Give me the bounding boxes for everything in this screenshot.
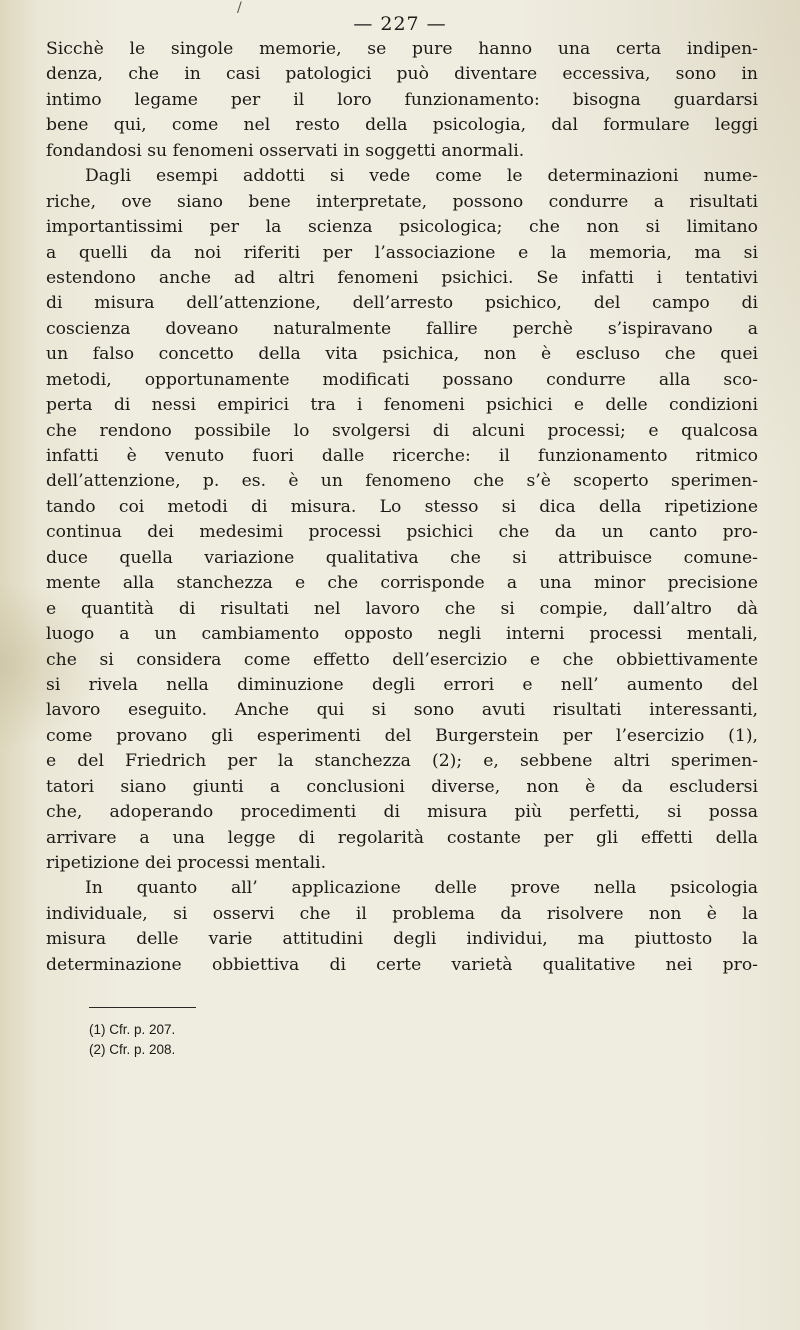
text-line: di misura dell’attenzione, dell’arresto psichico, del campo di	[46, 293, 758, 314]
text-line: misura delle varie attitudini degli individui, ma piuttosto la	[46, 929, 758, 950]
text-line: a quelli da noi riferiti per l’associazione e la memoria, ma si	[46, 242, 758, 263]
footnotes	[89, 1020, 175, 1060]
text-line: In quanto all’ applicazione delle prove nella psicologia	[85, 878, 758, 899]
text-line: un falso concetto della vita psichica, non è escluso che quei	[46, 344, 758, 365]
footnote-divider	[89, 1007, 196, 1008]
text-line: importantissimi per la scienza psicologica; che non si limitano	[46, 217, 758, 238]
text-line: fondandosi su fenomeni osservati in soggetti anormali.	[46, 140, 525, 161]
stray-mark: /	[237, 0, 242, 16]
page-number: — 227 —	[353, 13, 447, 35]
text-line: che, adoperando procedimenti di misura più perfetti, si possa	[46, 802, 758, 823]
text-line: dell’attenzione, p. es. è un fenomeno che s’è scoperto sperimen-	[46, 471, 758, 492]
text-line: arrivare a una legge di regolarità costante per gli effetti della	[46, 827, 758, 848]
text-line: mente alla stanchezza e che corrisponde a una minor precisione	[46, 573, 758, 594]
text-line: determinazione obbiettiva di certe varietà qualitative nei pro-	[46, 954, 758, 975]
text-line: bene qui, come nel resto della psicologia, dal formulare leggi	[46, 115, 758, 136]
text-line: luogo a un cambiamento opposto negli interni processi mentali,	[46, 624, 758, 645]
text-line: metodi, opportunamente modificati possano condurre alla sco-	[46, 369, 758, 390]
text-line: continua dei medesimi processi psichici che da un canto pro-	[46, 522, 758, 543]
text-line: si rivela nella diminuzione degli errori e nell’ aumento del	[46, 674, 758, 695]
text-line: lavoro eseguito. Anche qui si sono avuti risultati interessanti,	[46, 700, 758, 721]
text-line: tando coi metodi di misura. Lo stesso si dica della ripetizione	[46, 496, 758, 517]
text-line: estendono anche ad altri fenomeni psichici. Se infatti i tentativi	[46, 267, 758, 288]
text-line: che rendono possibile lo svolgersi di alcuni processi; e qualcosa	[46, 420, 758, 441]
text-line: Sicchè le singole memorie, se pure hanno una certa indipen-	[46, 39, 758, 59]
footnote: (1) Cfr. p. 207.	[89, 1022, 176, 1037]
text-line: riche, ove siano bene interpretate, possono condurre a risultati	[46, 191, 758, 212]
text-line: denza, che in casi patologici può diventare eccessiva, sono in	[46, 64, 758, 85]
text-line: duce quella variazione qualitativa che si attribuisce comune-	[46, 547, 758, 568]
text-line: come provano gli esperimenti del Burgerstein per l’esercizio (1),	[46, 725, 758, 746]
footnote: (2) Cfr. p. 208.	[89, 1042, 176, 1057]
text-line: tatori siano giunti a conclusioni diverse, non è da escludersi	[46, 776, 758, 797]
text-line: e del Friedrich per la stanchezza (2); e, sebbene altri sperimen-	[46, 751, 758, 772]
text-line: ripetizione dei processi mentali.	[46, 853, 327, 873]
text-line: individuale, si osservi che il problema da risolvere non è la	[46, 903, 758, 924]
text-line: infatti è venuto fuori dalle ricerche: il funzionamento ritmico	[46, 446, 758, 466]
text-line: che si considera come effetto dell’esercizio e che obbiettivamente	[46, 649, 758, 670]
text-line: intimo legame per il loro funzionamento: bisogna guardarsi	[46, 89, 758, 110]
text-line: e quantità di risultati nel lavoro che si compie, dall’altro dà	[46, 598, 758, 619]
text-line: perta di nessi empirici tra i fenomeni psichici e delle condizioni	[46, 395, 758, 416]
body-text	[46, 37, 758, 978]
text-line: coscienza doveano naturalmente fallire perchè s’ispiravano a	[46, 318, 758, 339]
text-line: Dagli esempi addotti si vede come le determinazioni nume-	[85, 166, 758, 187]
